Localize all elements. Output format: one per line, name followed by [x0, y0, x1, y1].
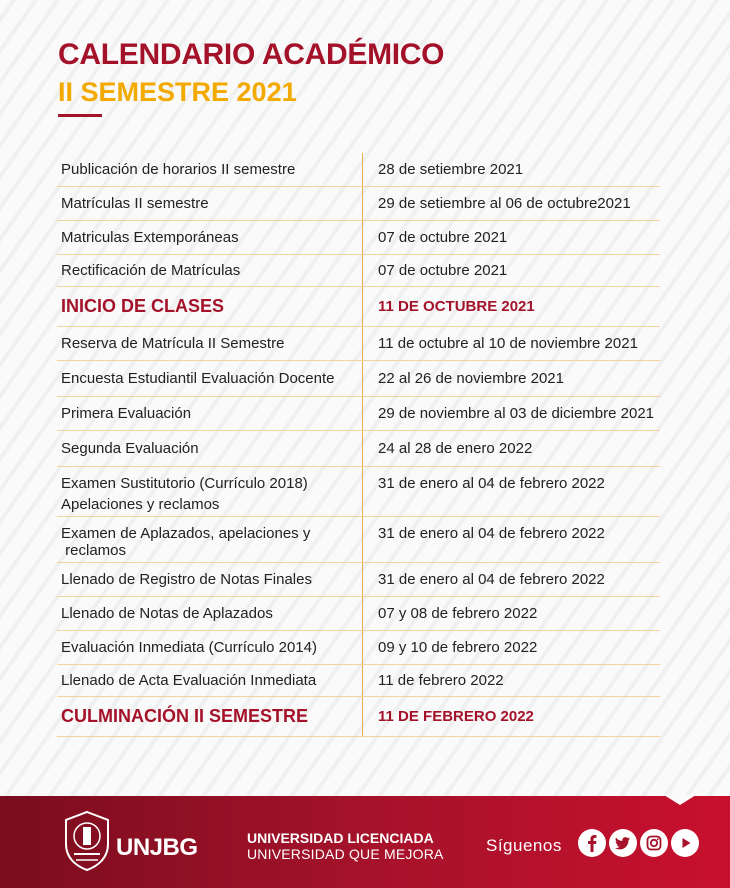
calendar-table: [57, 153, 660, 737]
activity-cell: Matriculas Extemporáneas: [61, 229, 239, 246]
activity-line: Examen de Aplazados, apelaciones y: [61, 525, 311, 542]
activity-cell: Llenado de Notas de Aplazados: [61, 605, 273, 622]
activity-cell: Primera Evaluación: [61, 405, 192, 422]
activity-cell: Matrículas II semestre: [61, 195, 209, 212]
activity-cell: CULMINACIÓN II SEMESTRE: [61, 706, 309, 726]
page-title: CALENDARIO ACADÉMICO: [58, 38, 445, 71]
date-cell: 11 DE FEBRERO 2022: [378, 708, 534, 725]
activity-cell: Evaluación Inmediata (Currículo 2014): [61, 639, 317, 656]
date-cell: 11 DE OCTUBRE 2021: [378, 298, 535, 315]
activity-line: Apelaciones y reclamos: [61, 496, 220, 513]
title-underline: [58, 114, 102, 117]
activity-cell: Segunda Evaluación: [61, 440, 199, 457]
header: [58, 38, 444, 117]
table-row: [57, 397, 660, 431]
date-cell: 07 de octubre 2021: [378, 262, 508, 279]
table-row: [57, 221, 660, 255]
activity-cell: [57, 517, 362, 562]
instagram-icon[interactable]: [640, 829, 668, 857]
table-row: [57, 563, 660, 597]
date-cell: 31 de enero al 04 de febrero 2022: [378, 525, 605, 542]
table-row: [57, 187, 660, 221]
table-row: [57, 467, 660, 517]
activity-cell: INICIO DE CLASES: [61, 296, 225, 316]
activity-cell: [57, 467, 362, 516]
date-cell: 28 de setiembre 2021: [378, 161, 524, 178]
table-row: [57, 631, 660, 665]
activity-cell: Publicación de horarios II semestre: [61, 161, 296, 178]
footer: [0, 796, 730, 888]
activity-line: Examen Sustitutorio (Currículo 2018): [61, 475, 308, 492]
table-row: [57, 431, 660, 467]
brand-name: UNJBG: [116, 834, 198, 861]
social-links: [578, 829, 699, 857]
activity-cell: Llenado de Registro de Notas Finales: [61, 571, 312, 588]
tagline-improves: UNIVERSIDAD QUE MEJORA: [247, 846, 444, 862]
table-row: [57, 153, 660, 187]
page-subtitle: II SEMESTRE 2021: [58, 77, 297, 107]
activity-cell: Rectificación de Matrículas: [61, 262, 241, 279]
table-row: [57, 255, 660, 287]
follow-label: Síguenos: [486, 836, 562, 855]
university-seal-icon: [62, 810, 112, 872]
activity-line: reclamos: [61, 542, 127, 559]
facebook-icon[interactable]: [578, 829, 606, 857]
date-cell: 31 de enero al 04 de febrero 2022: [378, 475, 605, 492]
date-cell: 11 de octubre al 10 de noviembre 2021: [378, 335, 638, 352]
table-row: [57, 597, 660, 631]
table-row: [57, 361, 660, 397]
youtube-icon[interactable]: [671, 829, 699, 857]
date-cell: 11 de febrero 2022: [378, 672, 504, 689]
table-row: [57, 327, 660, 361]
activity-cell: Encuesta Estudiantil Evaluación Docente: [61, 370, 335, 387]
tagline-licensed: UNIVERSIDAD LICENCIADA: [247, 830, 434, 846]
twitter-icon[interactable]: [609, 829, 637, 857]
date-cell: 07 y 08 de febrero 2022: [378, 605, 538, 622]
date-cell: 07 de octubre 2021: [378, 229, 508, 246]
date-cell: 24 al 28 de enero 2022: [378, 440, 533, 457]
table-row: [57, 665, 660, 697]
table-row-highlight: [57, 697, 660, 737]
date-cell: 22 al 26 de noviembre 2021: [378, 370, 564, 387]
table-row: [57, 517, 660, 563]
date-cell: 09 y 10 de febrero 2022: [378, 639, 538, 656]
table-row-highlight: [57, 287, 660, 327]
activity-cell: Llenado de Acta Evaluación Inmediata: [61, 672, 317, 689]
footer-notch: [664, 795, 696, 805]
activity-cell: Reserva de Matrícula II Semestre: [61, 335, 285, 352]
date-cell: 29 de noviembre al 03 de diciembre 2021: [378, 405, 655, 422]
date-cell: 29 de setiembre al 06 de octubre2021: [378, 195, 631, 212]
date-cell: 31 de enero al 04 de febrero 2022: [378, 571, 605, 588]
